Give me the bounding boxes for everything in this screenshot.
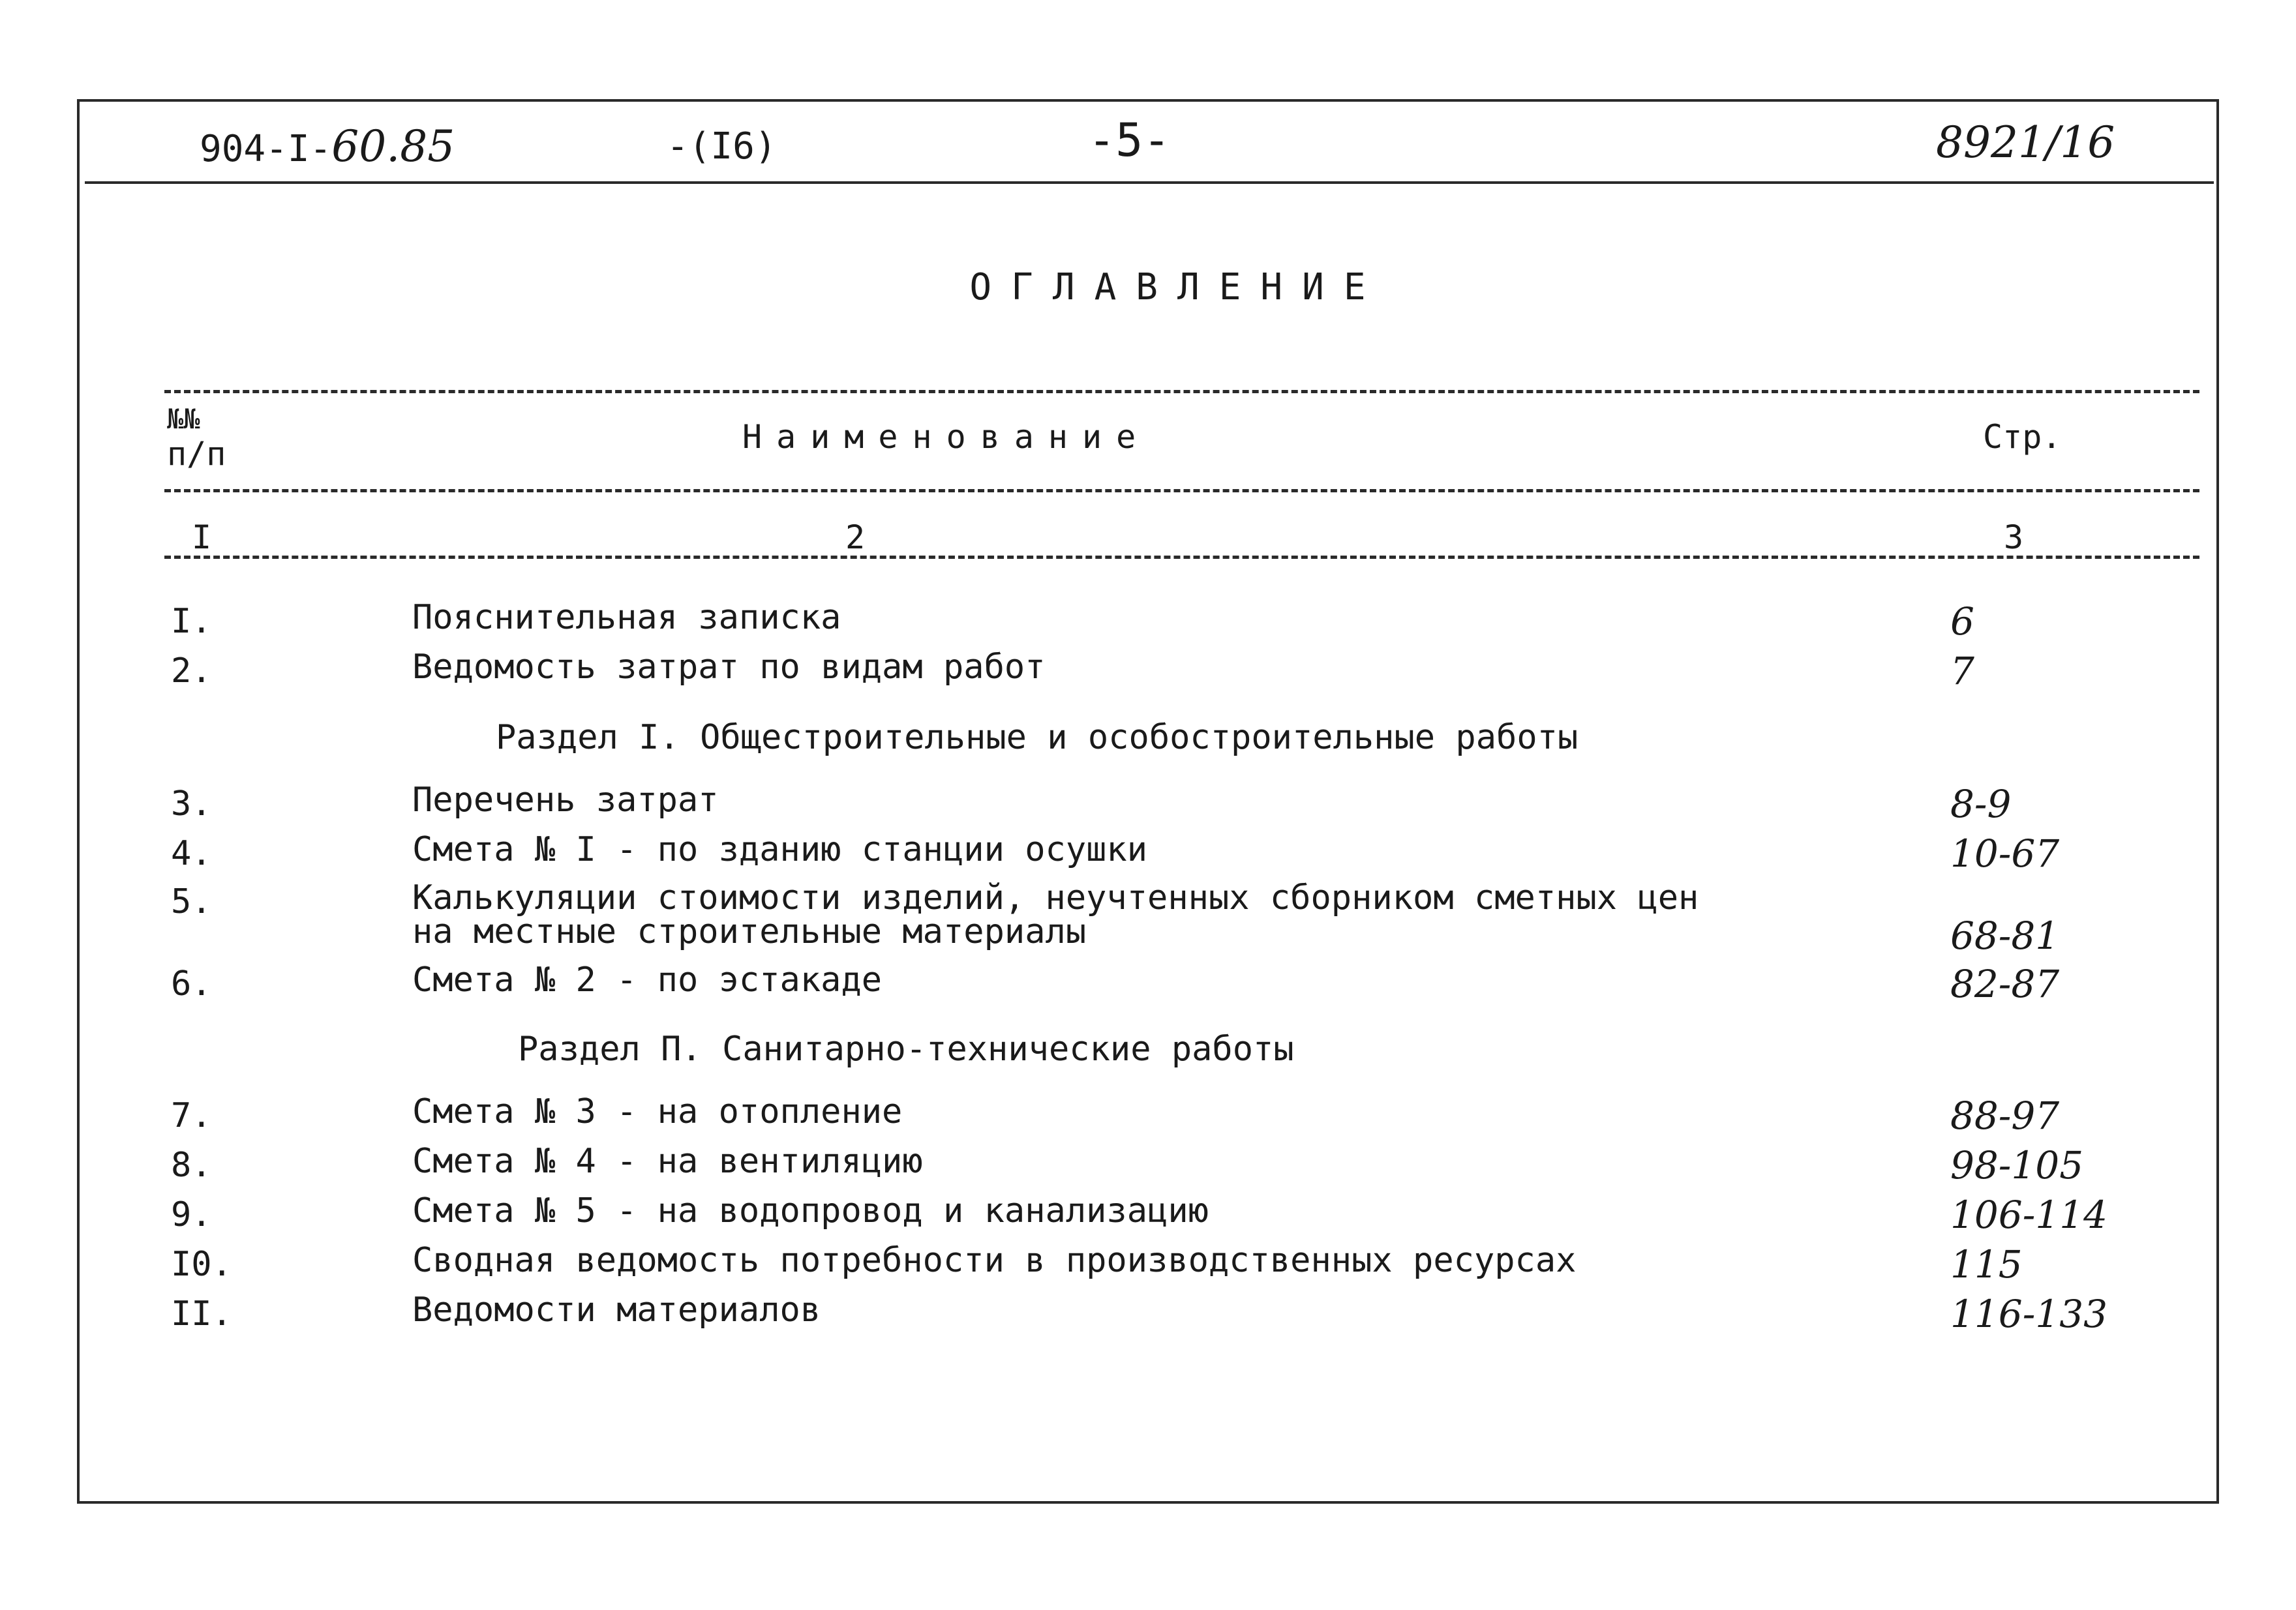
- row-title: Перечень затрат: [412, 781, 719, 820]
- row-number: 9.: [171, 1195, 212, 1234]
- toc-row: [0, 600, 2296, 646]
- row-page: 115: [1950, 1242, 2023, 1287]
- row-page: 68-81: [1950, 914, 2060, 958]
- toc-row: [0, 1292, 2296, 1338]
- page-number: -5-: [1088, 113, 1171, 167]
- row-number: 7.: [171, 1096, 212, 1135]
- row-title: Ведомость затрат по видам работ: [412, 648, 1046, 687]
- col-number-1: I: [192, 518, 212, 556]
- table-top-rule: [164, 390, 2199, 393]
- row-page: 106-114: [1950, 1193, 2108, 1237]
- toc-row: [0, 1193, 2296, 1239]
- toc-row: [0, 1094, 2296, 1140]
- toc-row: [0, 962, 2296, 1008]
- row-page: 116-133: [1950, 1292, 2108, 1336]
- row-title: Смета № 4 - на вентиляцию: [412, 1142, 923, 1181]
- row-title: Пояснительная записка: [412, 598, 841, 637]
- row-page: 7: [1950, 649, 1974, 693]
- toc-row: [0, 1144, 2296, 1189]
- section-2-heading: Раздел П. Санитарно-технические работы: [518, 1030, 1294, 1069]
- section-1-heading: Раздел I. Общестроительные и особостроительные работы: [496, 718, 1578, 757]
- col-num-header-line1: №№: [167, 403, 200, 435]
- row-number: I.: [171, 602, 212, 641]
- document-code: [200, 121, 455, 172]
- toc-row: [0, 880, 2296, 959]
- sheet-reference: -(I6): [667, 125, 777, 168]
- row-page: 82-87: [1950, 962, 2060, 1006]
- table-header-rule: [164, 489, 2199, 492]
- row-page: 98-105: [1950, 1143, 2084, 1187]
- row-number: 3.: [171, 784, 212, 824]
- col-page-header: Стр.: [1983, 418, 2062, 456]
- col-number-3: 3: [2004, 518, 2024, 556]
- inventory-number: 8921/16: [1936, 117, 2115, 168]
- row-title: Сводная ведомость потребности в производственных ресурсах: [412, 1241, 1577, 1280]
- row-title-line2: на местные строительные материалы: [412, 912, 1087, 951]
- row-title: Смета № 3 - на отопление: [412, 1092, 903, 1131]
- col-number-2: 2: [845, 518, 866, 556]
- row-number: I0.: [171, 1245, 232, 1284]
- row-number: 6.: [171, 964, 212, 1004]
- row-number: 5.: [171, 882, 212, 921]
- document-code-prefix: 904-I-: [200, 128, 332, 170]
- col-name-header: Наименование: [742, 418, 1151, 456]
- col-num-header-line2: п/п: [167, 435, 226, 473]
- row-title: Смета № 2 - по эстакаде: [412, 961, 883, 1000]
- row-number: 2.: [171, 651, 212, 691]
- row-title: Смета № I - по зданию станции осушки: [412, 830, 1148, 869]
- row-number: 4.: [171, 834, 212, 873]
- header-divider: [85, 181, 2214, 184]
- row-title: Ведомости материалов: [412, 1290, 821, 1330]
- row-title: Смета № 5 - на водопровод и канализацию: [412, 1191, 1209, 1230]
- page-title: ОГЛАВЛЕНИЕ: [969, 266, 1385, 308]
- row-title-line1: Калькуляции стоимости изделий, неучтенных сборником сметных цен: [412, 878, 1699, 917]
- toc-row: [0, 1243, 2296, 1289]
- document-code-handwritten: 60.85: [331, 121, 455, 171]
- row-number: II.: [171, 1294, 232, 1334]
- row-page: 88-97: [1950, 1094, 2060, 1138]
- toc-row: [0, 783, 2296, 828]
- toc-row: [0, 832, 2296, 878]
- row-number: 8.: [171, 1146, 212, 1185]
- row-page: 10-67: [1950, 831, 2060, 876]
- row-page: 6: [1950, 599, 1974, 644]
- table-numbering-rule: [164, 556, 2199, 559]
- row-page: 8-9: [1950, 782, 2012, 826]
- toc-row: [0, 649, 2296, 695]
